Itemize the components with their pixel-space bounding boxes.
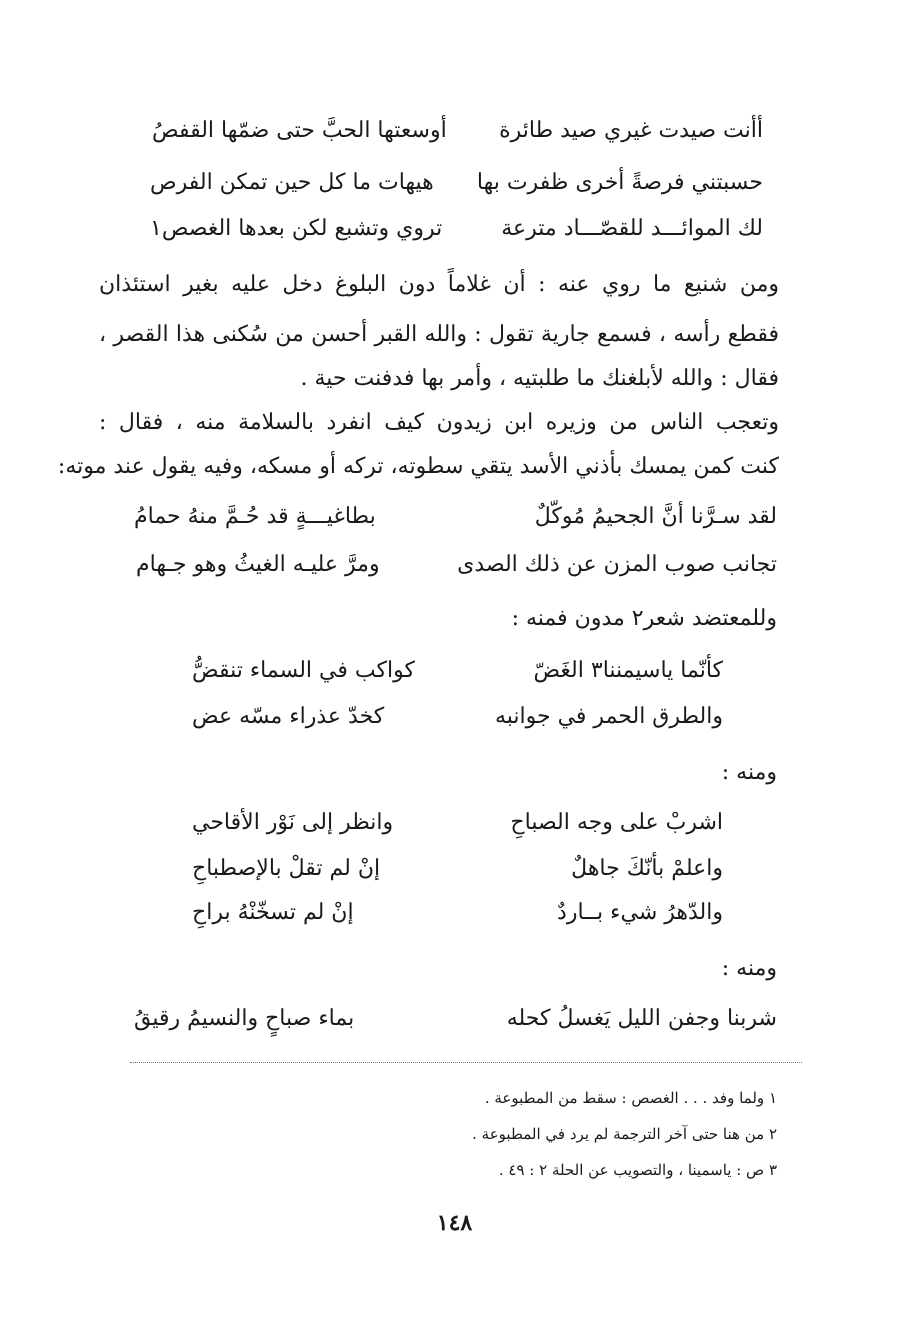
section-intro: ومنه : xyxy=(721,956,777,981)
verse-first-hemistich: تجانب صوب المزن عن ذلك الصدى xyxy=(457,552,777,577)
verse-second-hemistich: أوسعتها الحبَّ حتى ضمّها القفصُ xyxy=(152,118,447,143)
verse-first-hemistich: شربنا وجفن الليل يَغسلُ كحله xyxy=(506,1006,777,1031)
verse-second-hemistich: إنْ لم تسخّنْهُ براحِ xyxy=(192,900,354,925)
verse-first-hemistich: أأنت صيدت غيري صيد طائرة xyxy=(499,118,763,143)
verse-row xyxy=(0,806,909,840)
verse-second-hemistich: تروي وتشبع لكن بعدها الغصص١ xyxy=(150,216,443,241)
verse-row xyxy=(0,166,909,200)
verse-row xyxy=(0,1002,909,1036)
footnote-separator xyxy=(130,1062,802,1063)
verse-row xyxy=(0,114,909,148)
verse-row xyxy=(0,852,909,886)
verse-first-hemistich: اشربْ على وجه الصباحِ xyxy=(510,810,723,835)
verse-row xyxy=(0,700,909,734)
paragraph-line: كنت كمن يمسك بأذني الأسد يتقي سطوته، تركه أو مسكه، وفيه يقول عند موته: xyxy=(57,454,779,479)
footnote: ٢ من هنا حتى آخر الترجمة لم يرد في المطبوعة . xyxy=(472,1125,777,1143)
verse-first-hemistich: لقد سـرَّنا أنَّ الجحيمُ مُوكّلٌ xyxy=(534,504,777,529)
verse-second-hemistich: كخدّ عذراء مسّه عض xyxy=(192,704,385,729)
verse-row xyxy=(0,212,909,246)
paragraph-line: فقطع رأسه ، فسمع جارية تقول : والله القبر أحسن من سُكنى هذا القصر ، xyxy=(99,322,779,347)
page-number: ١٤٨ xyxy=(436,1210,473,1236)
verse-second-hemistich: بماء صباحٍ والنسيمُ رقيقُ xyxy=(134,1006,355,1031)
paragraph-line: ومن شنيع ما روي عنه : أن غلاماً دون البلوغ دخل عليه بغير استئذان xyxy=(99,272,779,297)
verse-second-hemistich: إنْ لم تقلْ بالإصطباحِ xyxy=(192,856,381,881)
verse-first-hemistich: كأنّما ياسيمننا٣ الغَضّ xyxy=(533,658,723,683)
verse-row xyxy=(0,654,909,688)
verse-first-hemistich: حسبتني فرصةً أخرى ظفرت بها xyxy=(476,170,763,195)
section-intro: وللمعتضد شعر٢ مدون فمنه : xyxy=(511,606,777,631)
footnote: ١ ولما وفد . . . الغصص : سقط من المطبوعة . xyxy=(484,1089,777,1107)
verse-second-hemistich: بطاغيـــةٍ قد حُـمَّ منهُ حمامُ xyxy=(134,504,376,529)
verse-first-hemistich: والطرق الحمر في جوانبه xyxy=(494,704,723,729)
verse-second-hemistich: وانظر إلى نَوْر الأقاحي xyxy=(192,810,394,835)
section-intro: ومنه : xyxy=(721,760,777,785)
paragraph-line: فقال : والله لأبلغنك ما طلبتيه ، وأمر بها فدفنت حية . xyxy=(300,366,779,391)
verse-second-hemistich: هيهات ما كل حين تمكن الفرص xyxy=(150,170,434,195)
footnote: ٣ ص : ياسمينا ، والتصويب عن الحلة ٢ : ٤٩ . xyxy=(498,1161,777,1179)
verse-first-hemistich: لك الموائـــد للقصّـــاد مترعة xyxy=(501,216,763,241)
verse-second-hemistich: كواكب في السماء تنقضُّ xyxy=(192,658,415,683)
verse-second-hemistich: ومرَّ عليـه الغيثُ وهو جـهام xyxy=(136,552,380,577)
verse-row xyxy=(0,896,909,930)
verse-row xyxy=(0,548,909,582)
verse-first-hemistich: والدّهرُ شيء بــاردٌ xyxy=(557,900,723,925)
paragraph-line: وتعجب الناس من وزيره ابن زيدون كيف انفرد بالسلامة منه ، فقال : xyxy=(99,410,779,435)
verse-row xyxy=(0,500,909,534)
verse-first-hemistich: واعلمْ بأنّكَ جاهلٌ xyxy=(571,856,723,881)
